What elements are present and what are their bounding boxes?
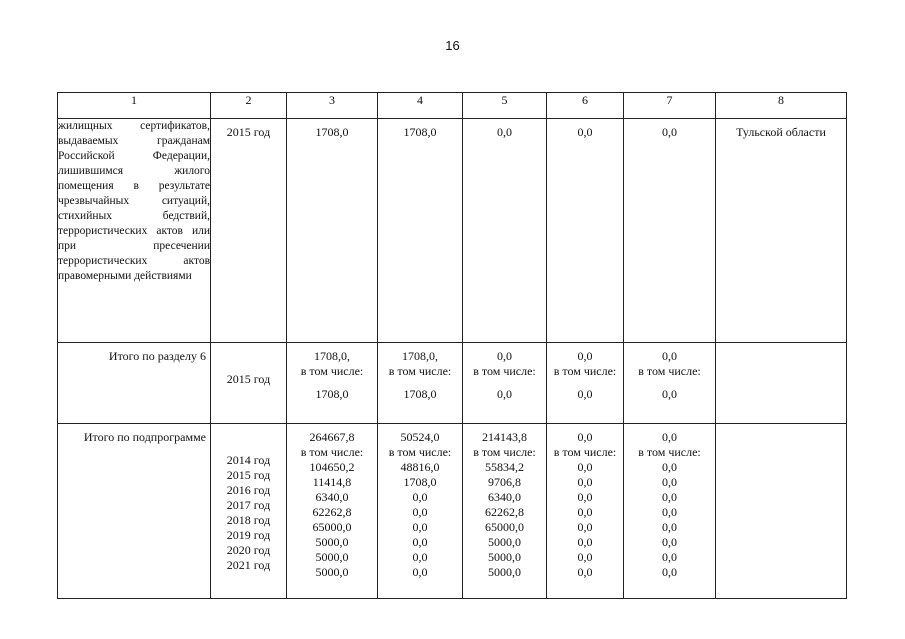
year-value: 65000,0 [485, 520, 524, 534]
total-value: 1708,0, [402, 349, 438, 363]
year-cell: 2015 год [211, 119, 287, 343]
total-value: 264667,8 [309, 430, 355, 444]
year-label: 2019 год [226, 528, 271, 542]
total-value: 50524,0 [400, 430, 440, 444]
year-label: 2014 год [226, 453, 271, 467]
year-value: 0,0 [412, 520, 428, 534]
executor-cell: Тульской области [716, 119, 847, 343]
executor-cell [716, 424, 847, 599]
value-cell [378, 343, 463, 424]
year-values [624, 460, 715, 580]
year-value: 0,0 [662, 550, 677, 564]
year-list [211, 453, 286, 573]
year-value: 5000,0 [315, 565, 349, 579]
column-number-row [58, 93, 847, 119]
years-cell [211, 424, 287, 599]
including-label: в том числе: [388, 364, 452, 378]
value-cell: 1708,0 [378, 119, 463, 343]
year-value: 0,0 [577, 520, 593, 534]
year-label: 2018 год [226, 513, 271, 527]
value-cell [624, 424, 716, 599]
year-values [547, 460, 623, 580]
column-number: 5 [463, 93, 547, 119]
year-value: 0,0 [662, 475, 677, 489]
executor-cell [716, 343, 847, 424]
including-label: в том числе: [473, 364, 536, 378]
value-cell [463, 343, 547, 424]
including-label: в том числе: [638, 445, 701, 459]
including-label: в том числе: [473, 445, 536, 459]
year-value: 0,0 [577, 565, 593, 579]
total-value: 0,0 [577, 430, 593, 444]
including-label: в том числе: [553, 364, 617, 378]
table-row-certificates [58, 119, 847, 343]
subprogram-total-label: Итого по подпрограмме [58, 424, 211, 599]
year-value: 0,0 [412, 505, 428, 519]
year-value: 65000,0 [312, 520, 352, 534]
year-value: 9706,8 [488, 475, 521, 489]
year-value: 5000,0 [488, 550, 521, 564]
year-value: 0,0 [412, 490, 428, 504]
year-label: 2016 год [226, 483, 271, 497]
year-value: 0,0 [497, 387, 512, 401]
including-label: в том числе: [300, 364, 364, 378]
total-value: 1708,0, [314, 349, 350, 363]
section-total-label: Итого по разделу 6 [58, 343, 211, 424]
column-number: 2 [211, 93, 287, 119]
value-cell [287, 424, 378, 599]
year-value: 0,0 [662, 460, 677, 474]
total-value: 0,0 [662, 349, 677, 363]
including-label: в том числе: [638, 364, 701, 378]
year-value: 0,0 [662, 505, 677, 519]
year-label: 2017 год [226, 498, 271, 512]
year-value: 6340,0 [488, 490, 521, 504]
column-number: 3 [287, 93, 378, 119]
value-cell [463, 424, 547, 599]
year-value: 0,0 [412, 535, 428, 549]
table-row-subprogram-total [58, 424, 847, 599]
including-label: в том числе: [553, 445, 617, 459]
year-value: 55834,2 [485, 460, 524, 474]
year-value: 0,0 [662, 520, 677, 534]
measure-description: жилищных сертификатов, выдаваемых гражданам Российской Федерации, лишившимся жилого помещения в результате чрезвычайных ситуаций, стихийных бедствий, террористических актов или при пресечении террористических актов правомерными действиями [58, 119, 211, 343]
total-value: 0,0 [577, 349, 593, 363]
year-label: 2015 год [226, 372, 271, 386]
year-label: 2015 год [226, 468, 271, 482]
value-cell [624, 343, 716, 424]
year-value: 62262,8 [312, 505, 352, 519]
year-value: 5000,0 [315, 550, 349, 564]
year-value: 5000,0 [488, 535, 521, 549]
year-value: 0,0 [577, 490, 593, 504]
year-value: 0,0 [577, 535, 593, 549]
column-number: 4 [378, 93, 463, 119]
including-label: в том числе: [388, 445, 452, 459]
year-value: 0,0 [662, 535, 677, 549]
budget-table [57, 92, 847, 599]
column-number: 6 [547, 93, 624, 119]
year-value: 0,0 [412, 550, 428, 564]
value-cell: 0,0 [624, 119, 716, 343]
year-value: 0,0 [577, 505, 593, 519]
total-value: 214143,8 [482, 430, 527, 444]
year-value: 0,0 [577, 475, 593, 489]
year-value: 0,0 [662, 387, 677, 401]
value-cell [287, 343, 378, 424]
year-value: 0,0 [577, 387, 593, 401]
year-value: 5000,0 [488, 565, 521, 579]
year-value: 0,0 [412, 565, 428, 579]
year-value: 11414,8 [312, 475, 352, 489]
year-values [378, 460, 462, 580]
year-value: 0,0 [662, 490, 677, 504]
value-cell [547, 424, 624, 599]
year-value: 0,0 [577, 550, 593, 564]
value-cell: 0,0 [463, 119, 547, 343]
year-label: 2021 год [226, 558, 271, 572]
year-label: 2020 год [226, 543, 271, 557]
year-values [463, 460, 546, 580]
year-value: 48816,0 [400, 460, 440, 474]
total-value: 0,0 [662, 430, 677, 444]
year-value: 62262,8 [485, 505, 524, 519]
year-value: 1708,0 [403, 387, 437, 401]
value-cell: 0,0 [547, 119, 624, 343]
year-value: 1708,0 [403, 475, 437, 489]
value-cell [547, 343, 624, 424]
year-value: 5000,0 [315, 535, 349, 549]
year-values [287, 460, 377, 580]
year-value: 6340,0 [315, 490, 349, 504]
column-number: 7 [624, 93, 716, 119]
table-row-section-total [58, 343, 847, 424]
including-label: в том числе: [300, 445, 364, 459]
year-cell [211, 343, 287, 424]
year-value: 104650,2 [309, 460, 355, 474]
year-value: 0,0 [577, 460, 593, 474]
column-number: 8 [716, 93, 847, 119]
page-number: 16 [445, 38, 460, 53]
value-cell [378, 424, 463, 599]
total-value: 0,0 [497, 349, 512, 363]
year-value: 0,0 [662, 565, 677, 579]
value-cell: 1708,0 [287, 119, 378, 343]
column-number: 1 [58, 93, 211, 119]
year-value: 1708,0 [315, 387, 349, 401]
